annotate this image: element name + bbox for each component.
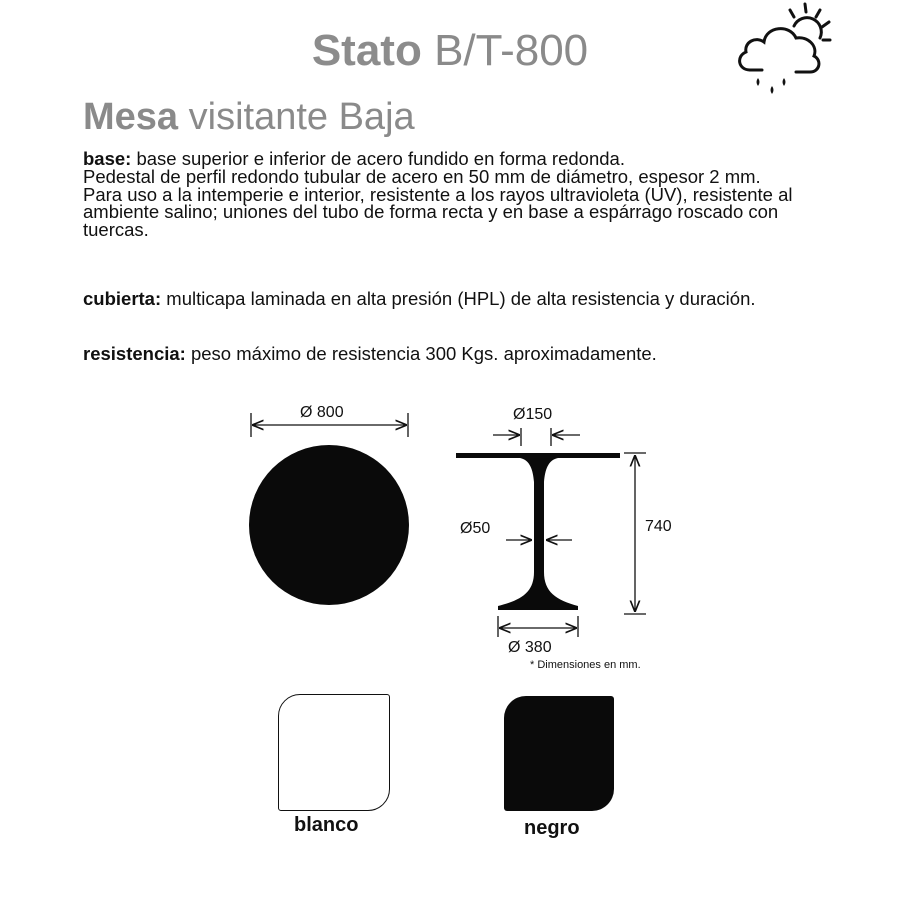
flange-diameter-label: Ø150 (513, 406, 553, 423)
base-diameter-label: Ø 380 (508, 639, 552, 656)
cubierta-label: cubierta: (83, 288, 162, 309)
table-top-circle (249, 445, 409, 605)
white-color-swatch (278, 694, 390, 811)
base-label: base: (83, 148, 132, 169)
subtitle-rest: visitante Baja (188, 96, 415, 138)
resistencia-text: peso máximo de resistencia 300 Kgs. aproximadamente. (190, 343, 657, 364)
top-view (249, 404, 409, 605)
base-line3: Para uso a la intemperie e interior, resistente a los rayos ultravioleta (UV), resistente al ambiente salino; uniones del tubo de forma recta y en base a espárrago roscado con tuercas. (83, 183, 793, 241)
model-name: B/T-800 (434, 26, 589, 75)
subtitle-bold: Mesa (83, 96, 179, 138)
base-line2: Pedestal de perfil redondo tubular de acero en 50 mm de diámetro, espesor 2 mm. (83, 165, 761, 187)
black-color-swatch (504, 696, 614, 811)
base-text: base superior e inferior de acero fundido en forma redonda. (136, 148, 625, 169)
black-color-label: negro (524, 817, 580, 839)
top-diameter-label: Ø 800 (300, 404, 344, 421)
height-label: 740 (645, 518, 672, 535)
side-view (456, 406, 672, 671)
cubierta-text: multicapa laminada en alta presión (HPL) de alta resistencia y duración. (166, 288, 756, 309)
dimension-note: * Dimensiones en mm. (530, 659, 641, 671)
brand-name: Stato (311, 26, 422, 75)
tube-diameter-label: Ø50 (460, 520, 491, 537)
resistencia-label: resistencia: (83, 343, 186, 364)
white-color-label: blanco (294, 814, 359, 836)
pedestal-shape (498, 458, 578, 610)
